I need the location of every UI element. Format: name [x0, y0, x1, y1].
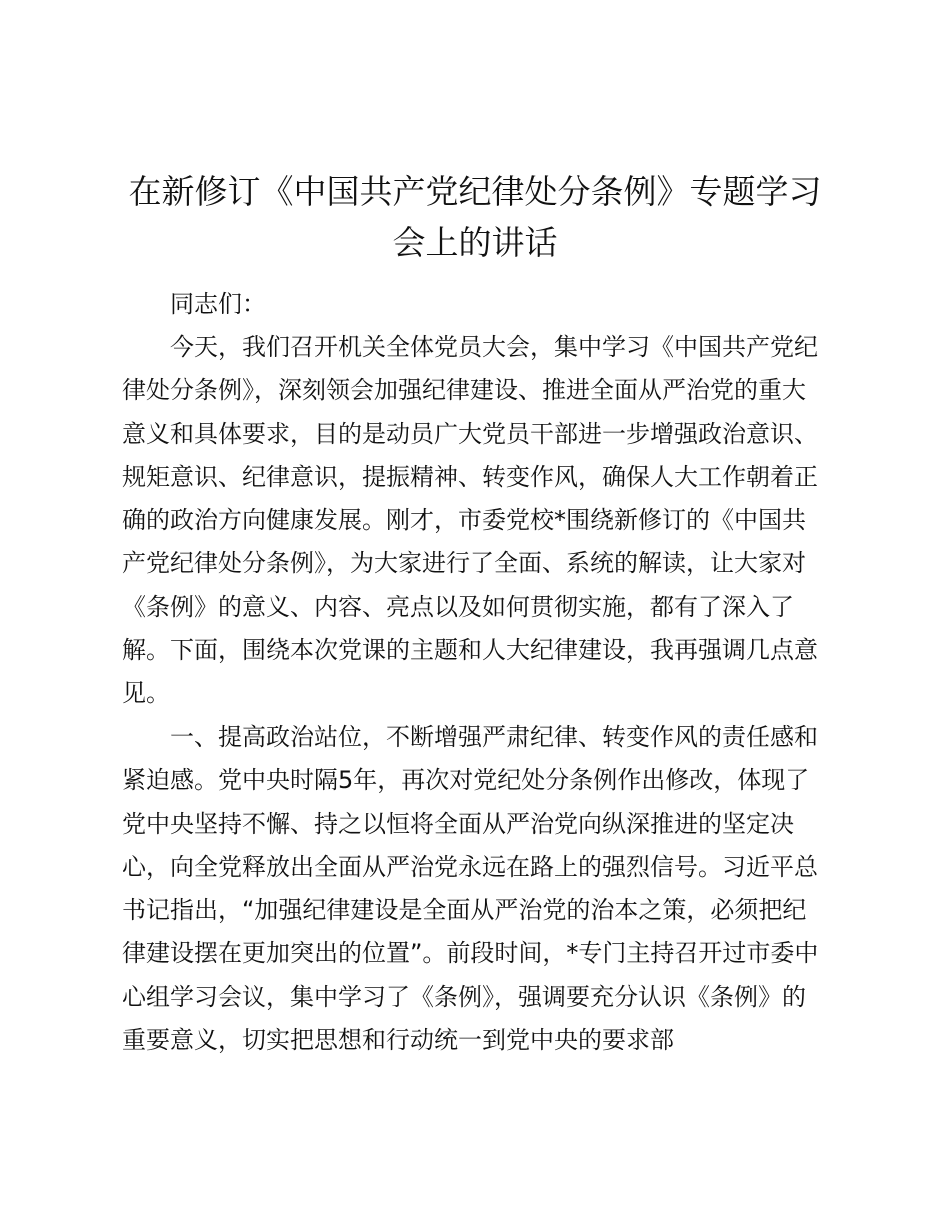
salutation: 同志们：	[170, 290, 266, 318]
section-1-text: 党中央时隔5年，再次对党纪处分条例作出修改，体现了党中央坚持不懈、持之以恒将全面从严治党向纵深推进的坚定决心，向全党释放出全面从严治党永远在路上的强烈信号。习近平总书记指出，“加强纪律建设是全面从严治党的治本之策，必须把纪律建设摆在更加突出的位置”。前段时间，*专门主持召开过市委中心组学习会议，集中学习了《条例》，强调要充分认识《条例》的重要意义，切实把思想和行动统一到党中央的要求部	[122, 766, 819, 1055]
section-1-heading: 一、提高政治站位，不断增强严肃纪律、转变作风的责任感和紧迫感。	[122, 723, 818, 795]
paragraph-section-1	[122, 716, 828, 1062]
document-title: 在新修订《中国共产党纪律处分条例》专题学习会上的讲话	[128, 172, 822, 262]
paragraph-intro: 今天，我们召开机关全体党员大会，集中学习《中国共产党纪律处分条例》，深刻领会加强纪律建设、推进全面从严治党的重大意义和具体要求，目的是动员广大党员干部进一步增强政治意识、规矩意识、纪律意识，提振精神、转变作风，确保人大工作朝着正确的政治方向健康发展。刚才，市委党校*围绕新修订的《中国共产党纪律处分条例》，为大家进行了全面、系统的解读，让大家对《条例》的意义、内容、亮点以及如何贯彻实施，都有了深入了解。下面，围绕本次党课的主题和人大纪律建设，我再强调几点意见。	[122, 333, 818, 708]
